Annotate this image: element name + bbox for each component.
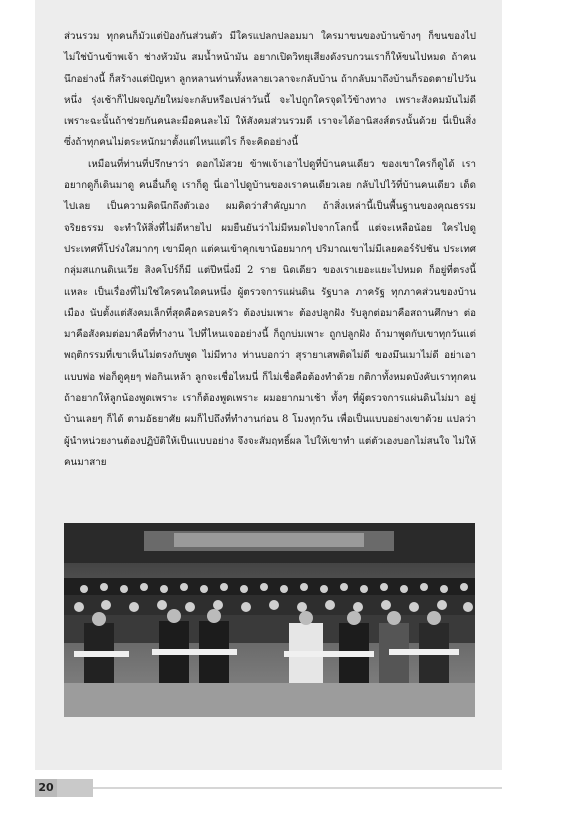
article-text <box>64 26 476 473</box>
audience-photo <box>64 523 475 717</box>
paragraph-1: ส่วนรวม ทุกคนก็มัวแต่ป้องกันส่วนตัว มีใครแปลกปลอมมา ใครมาขนของบ้านข้างๆ ก็ขนของไป ไม่ใช่บ้านข้าพเจ้า ช่างหัวมัน สมน้ำหน้ามัน อยากเปิดวิทยุเสียงดังรบกวนเราก็ให้ขนไปหมด ถ้าคนนึกอย่างนี้ ก็สร้างแต่ปัญหา ลูกหลานท่านทั้งหลายเวลาจะกลับบ้าน ถ้ากลับมาถึงบ้านก็รอดตายไปวันหนึ่ง รุ่งเช้าก็ไปผจญภัยใหม่จะกลับหรือเปล่าวันนี้ จะไปถูกใครจุดไว้ข้างทาง เพราะสังคมมันไม่ดี เพราะฉะนั้นถ้าช่วยกันคนละมือคนละไม้ ให้สังคมส่วนรวมดี เราจะได้อานิสงส์ตรงนั้นด้วย นี่เป็นสิ่งซึ่งถ้าทุกคนไม่ตระหนักมาตั้งแต่ไหนแต่ไร ก็จะคิดอย่างนี้ <box>64 31 476 149</box>
paragraph-2: เหมือนที่ท่านที่ปรึกษาว่า ดอกไม้สวย ข้าพเจ้าเอาไปดูที่บ้านคนเดียว ของเขาใครก็ดูได้ เราอยากดูก็เดินมาดู คนอื่นก็ดู เราก็ดู นี่เอาไปดูบ้านของเราคนเดียวเลย กลับไปไว้ที่บ้านคนเดียว เด็ดไปเลย เป็นความคิดนึกถึงตัวเอง ผมคิดว่าสำคัญมาก ถ้าสิ่งเหล่านี้เป็นพื้นฐานของคุณธรรม จริยธรรม จะทำให้สิ่งที่ไม่ดีหายไป ผมยืนยันว่าไม่มีหมดไปจากโลกนี้ แต่จะเหลือน้อย ใครไปดูประเทศที่โปร่งใสมากๆ เขามีคุก แต่คนเข้าคุกเขาน้อยมากๆ ปริมาณเขาไม่มีเลยคอร์รัปชัน ประเทศกลุ่มสแกนดิเนเวีย สิงคโปร์ก็มี แต่ปีหนึ่งมี 2 ราย นิดเดียว ของเราเยอะแยะไปหมด ก็อยู่ที่ตรงนี้แหละ เป็นเรื่องที่ไม่ใช่ใครคนใดคนหนึ่ง ผู้ตรวจการแผ่นดิน รัฐบาล ภาครัฐ ทุกภาคส่วนของบ้านเมือง นับตั้งแต่สังคมเล็กที่สุดคือครอบครัว ต้องบ่มเพาะ ต้องปลูกฝัง รับลูกต่อมาคือสถานศึกษา ต่อมาคือสังคมต่อมาคือที่ทำงาน ไปที่ไหนเจออย่างนี้ ก็ถูกบ่มเพาะ ถูกปลูกฝัง ถ้ามาพูดกับเขาทุกวันแต่พฤติกรรมที่เขาเห็นไม่ตรงกับพูด ไม่มีทาง ท่านบอกว่า สุรายาเสพติดไม่ดี ของมึนเมาไม่ดี อย่าเอาแบบพ่อ พ่อก็ดูคุยๆ พ่อกินเหล้า ลูกจะเชื่อไหมนี่ ก็ไม่เชื่อคือต้องทำด้วย กติกาทั้งหมดบังคับเราทุกคน ถ้าอยากให้ลูกน้องพูดเพราะ เราก็ต้องพูดเพราะ ผมอยากมาเช้า ทั้งๆ ที่ผู้ตรวจการแผ่นดินไม่มา อยู่บ้านเลยๆ ก็ได้ ตามอัธยาศัย ผมก็ไปถึงที่ทำงานก่อน 8 โมงทุกวัน เพื่อเป็นแบบอย่างเขาด้วย แปลว่าผู้นำหน่วยงานต้องปฏิบัติให้เป็นแบบอย่าง จึงจะสัมฤทธิ์ผล ไปให้เขาทำ แต่ตัวเองบอกไม่สนใจ ไม่ให้คนมาสาย <box>64 158 476 468</box>
footer-rule <box>93 787 502 789</box>
audience-photo-image <box>64 523 475 717</box>
page-number: 20 <box>35 779 57 797</box>
